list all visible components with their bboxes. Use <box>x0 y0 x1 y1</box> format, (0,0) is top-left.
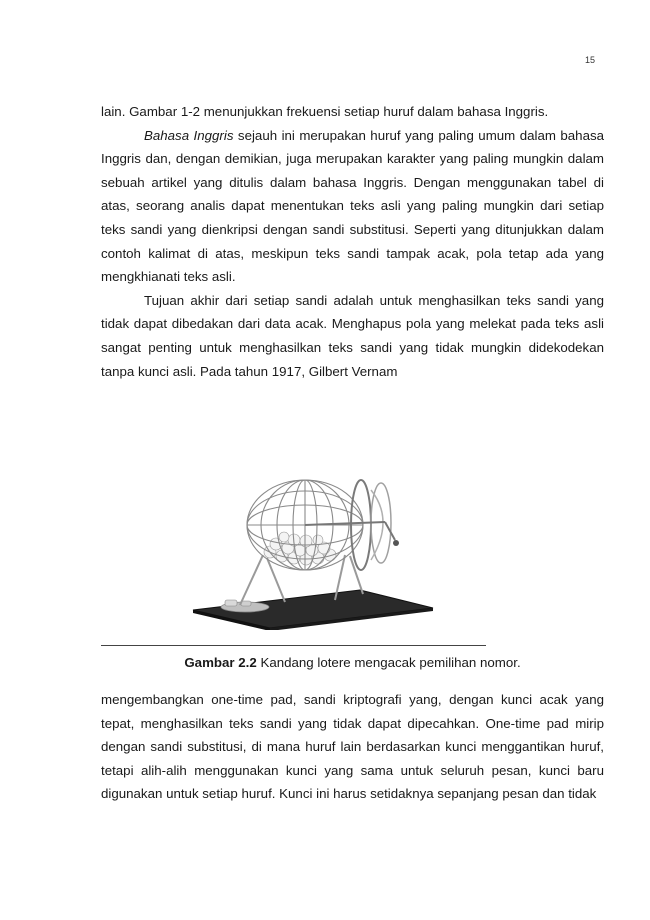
paragraph-3: Tujuan akhir dari setiap sandi adalah untuk menghasilkan teks sandi yang tidak dapat dibedakan dari data acak. Menghapus pola yang melekat pada teks asli sangat penting untuk menghasilkan teks sandi yang tidak mungkin didekodekan tanpa kunci asli. Pada tahun 1917, Gilbert Vernam <box>101 292 604 379</box>
italic-term: Bahasa Inggris <box>144 127 234 143</box>
figure-divider <box>101 645 486 646</box>
body-text-bottom <box>101 688 604 806</box>
caption-label: Gambar 2.2 <box>184 655 257 670</box>
paragraph-2-text: sejauh ini merupakan huruf yang paling umum dalam bahasa Inggris dan, dengan demikian, juga merupakan karakter yang paling mungkin dalam sebuah artikel yang ditulis dalam bahasa Inggris. Dengan menggunakan tabel di atas, seorang analis dapat menentukan teks asli yang paling mungkin dari setiap teks sandi yang dienkripsi dengan sandi substitusi. Seperti yang ditunjukkan dalam contoh kalimat di atas, meskipun teks sandi tampak acak, pola tetap ada yang mengkhianati teks asli. <box>101 127 605 285</box>
lottery-cage-figure <box>185 460 435 630</box>
caption-text: Kandang lotere mengacak pemilihan nomor. <box>256 655 521 670</box>
paragraph-2 <box>101 124 604 289</box>
paragraph-1: lain. Gambar 1-2 menunjukkan frekuensi setiap huruf dalam bahasa Inggris. <box>101 104 549 119</box>
paragraph-4: mengembangkan one-time pad, sandi kriptografi yang, dengan kunci acak yang tepat, menghasilkan teks sandi yang tidak dapat dipecahkan. One-time pad mirip dengan sandi substitusi, di mana huruf lain berdasarkan kunci menggantikan huruf, tetapi alih-alih menggunakan kunci yang sama untuk seluruh pesan, kunci baru digunakan untuk setiap huruf. Kunci ini harus setidaknya sepanjang pesan dan tidak <box>101 692 604 802</box>
figure-caption <box>101 653 604 673</box>
lottery-cage-illustration <box>185 460 435 630</box>
page-number: 15 <box>584 55 595 65</box>
body-text-top <box>101 100 604 383</box>
